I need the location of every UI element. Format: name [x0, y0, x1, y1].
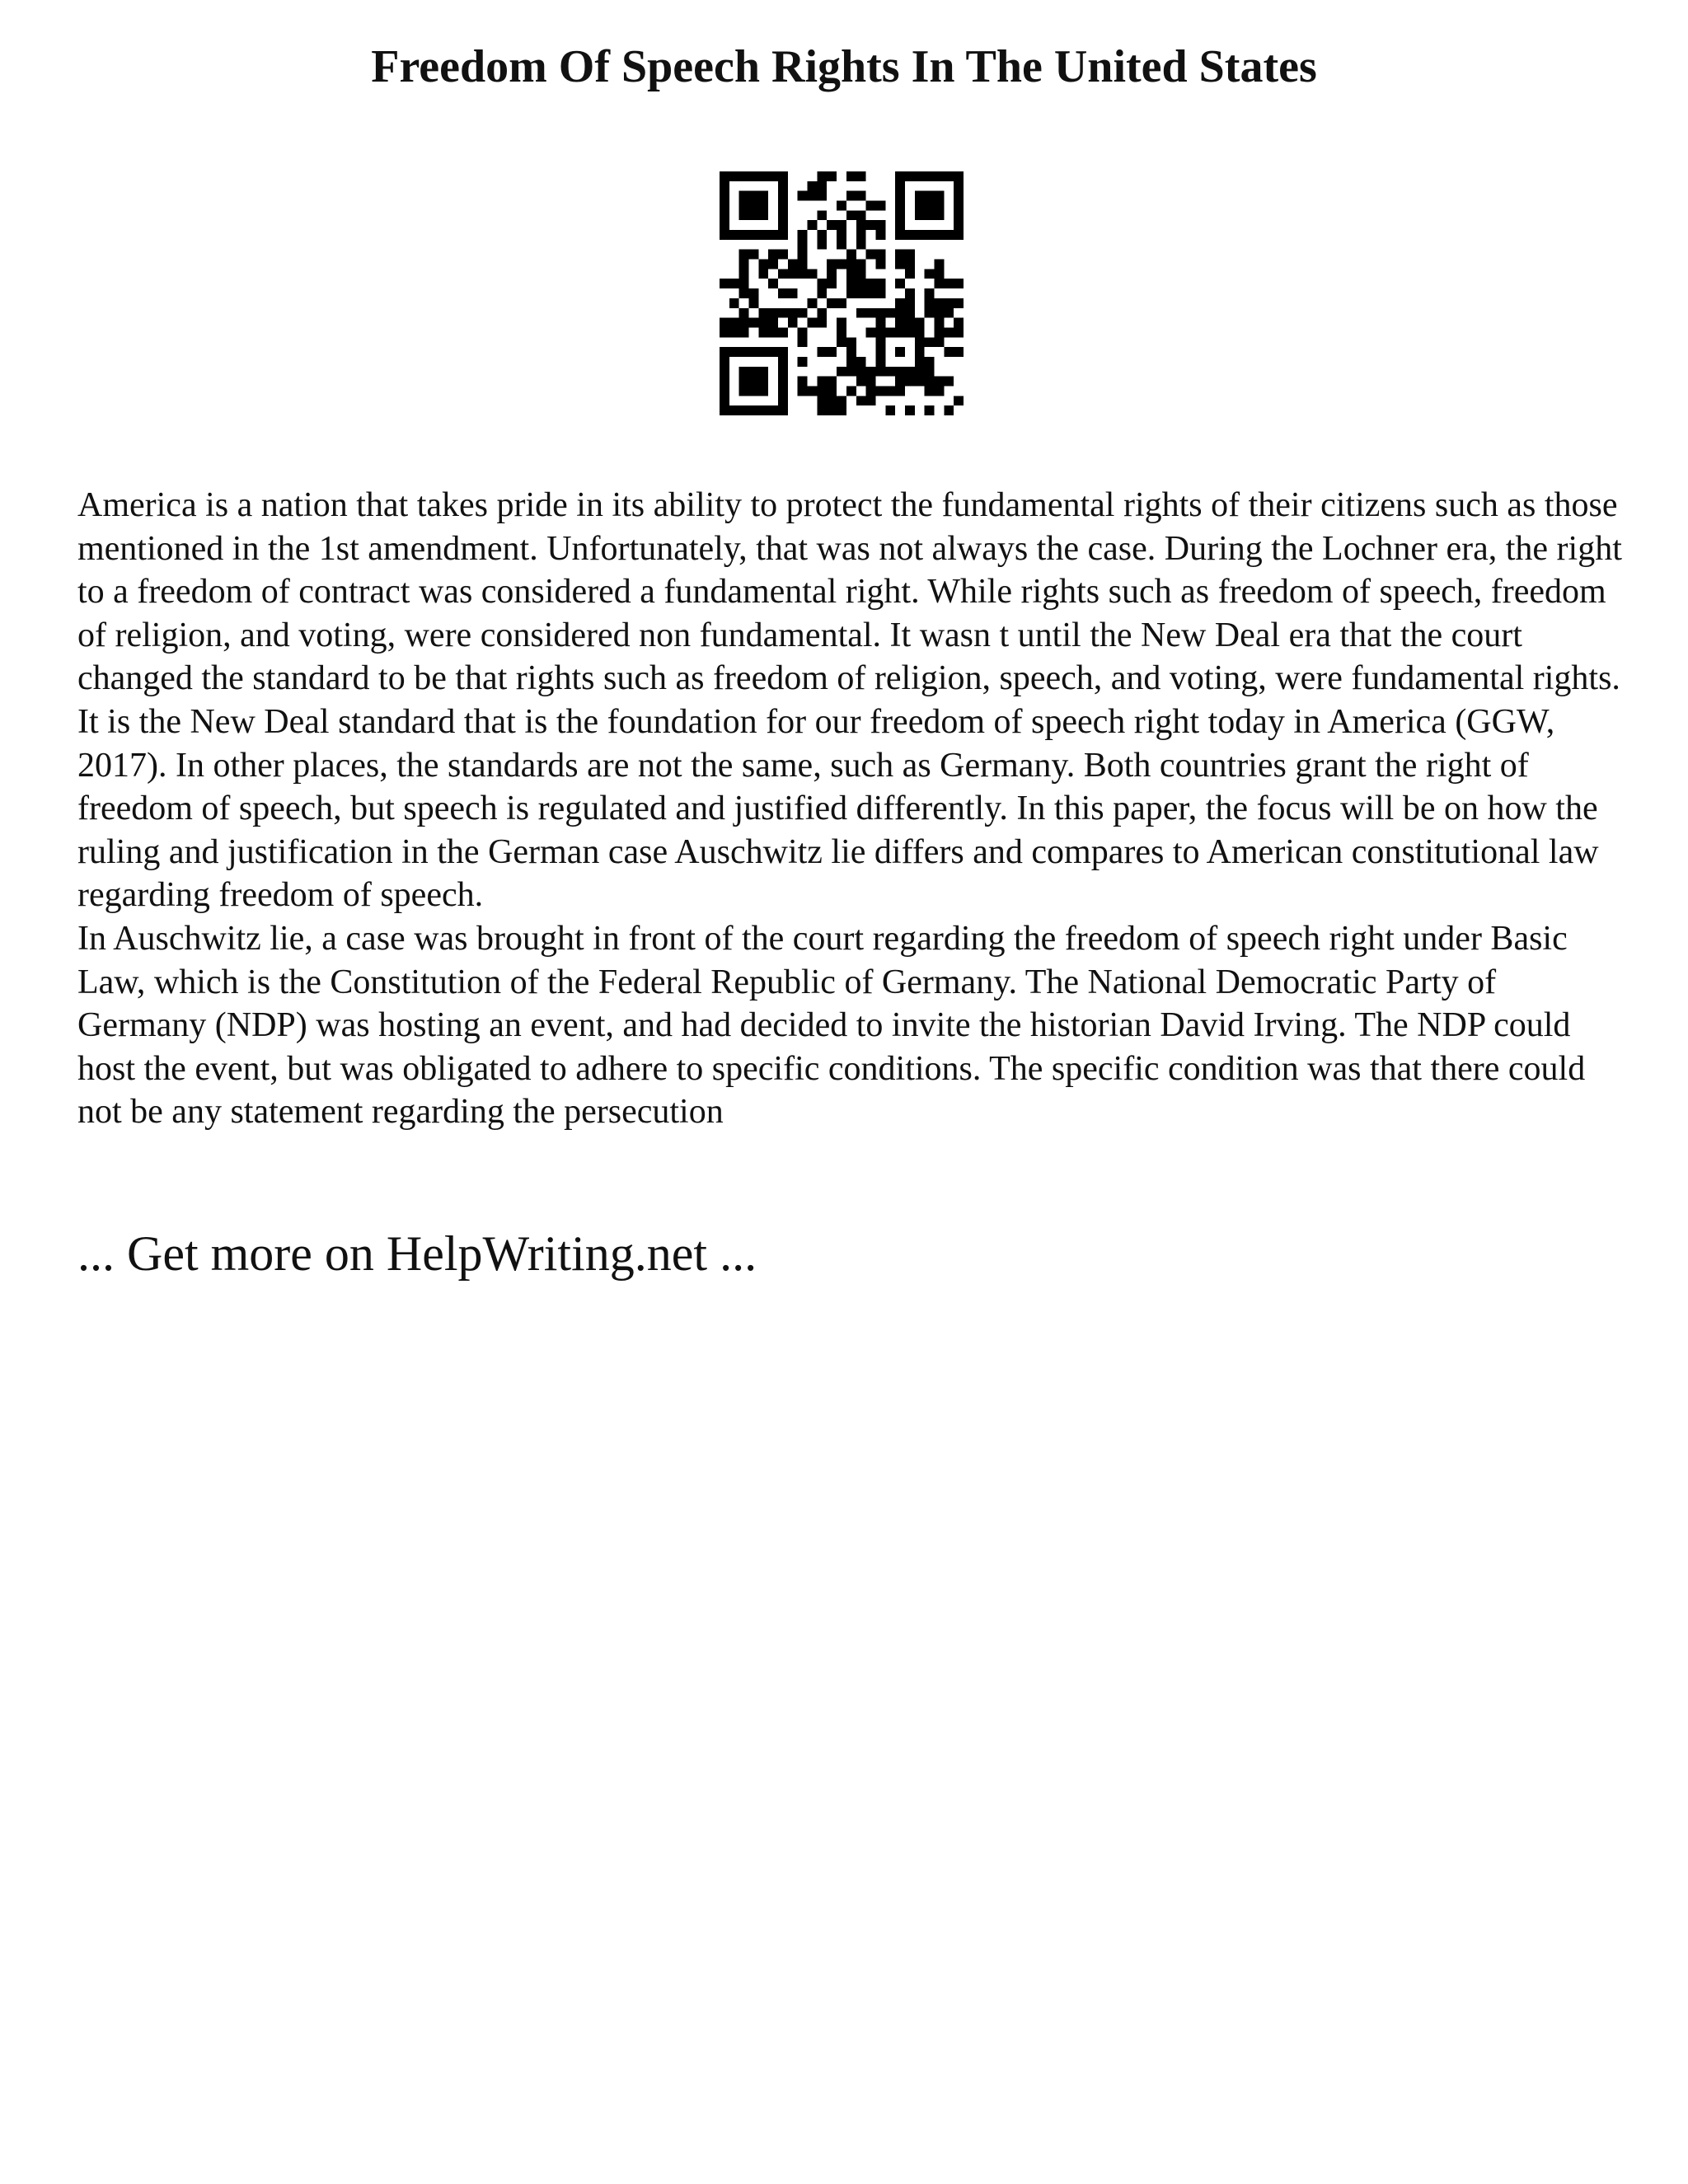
document-title: Freedom Of Speech Rights In The United States: [371, 41, 1317, 92]
get-more-link[interactable]: ... Get more on HelpWriting.net ...: [77, 1226, 757, 1281]
body-paragraph-2: In Auschwitz lie, a case was brought in front of the court regarding the freedom of speech right under Basic Law, which is the Constitution of the Federal Republic of Germany. The National Democratic Party of Germany (NDP) was hosting an event, and had decided to invite the historian David Irving. The NDP could host the event, but was obligated to adhere to specific conditions. The specific condition was that there could not be any statement regarding the persecution: [77, 919, 1586, 1132]
qr-code-icon: [720, 171, 964, 415]
document-body: [77, 484, 1627, 1134]
body-paragraph-1: America is a nation that takes pride in its ability to protect the fundamental rights of their citizens such as those mentioned in the 1st amendment. Unfortunately, that was not always the case. During the Lochner era, the right to a freedom of contract was considered a fundamental right. While rights such as freedom of speech, freedom of religion, and voting, were considered non fundamental. It wasn t until the New Deal era that the court changed the standard to be that rights such as freedom of religion, speech, and voting, were fundamental rights. It is the New Deal standard that is the foundation for our freedom of speech right today in America (GGW, 2017). In other places, the standards are not the same, such as Germany. Both countries grant the right of freedom of speech, but speech is regulated and justified differently. In this paper, the focus will be on how the ruling and justification in the German case Auschwitz lie differs and compares to American constitutional law regarding freedom of speech.: [77, 486, 1622, 915]
